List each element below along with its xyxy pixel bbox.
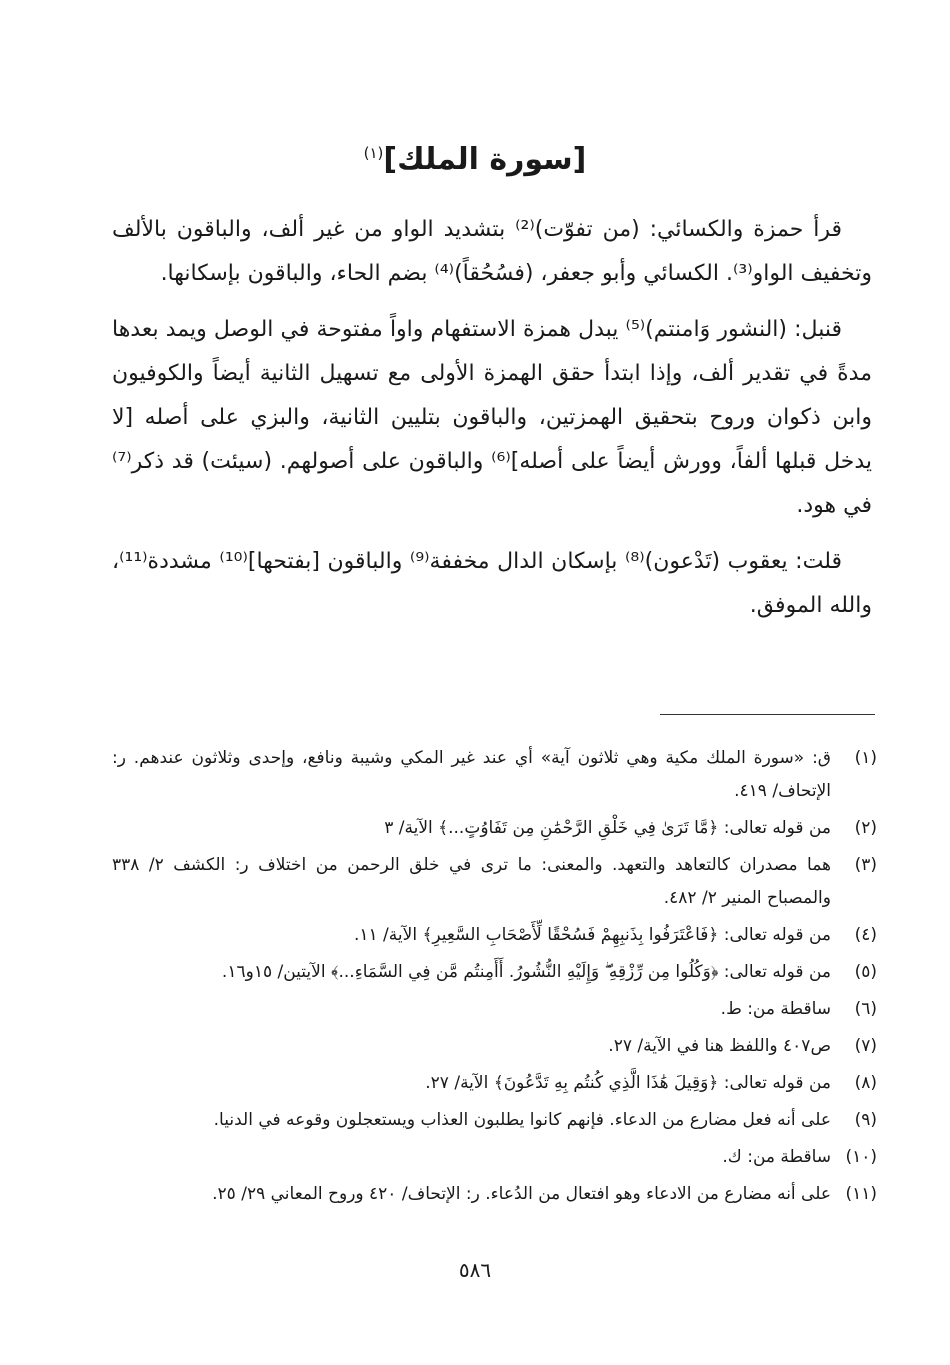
footnote xyxy=(112,993,877,1026)
footnote-text: هما مصدران كالتعاهد والتعهد. والمعنى: ما ترى في خلق الرحمن من اختلاف ر: الكشف ٢/ ٣٣٨ والمصباح المنير ٢/ ٤٨٢. xyxy=(112,855,831,908)
footnote-text: ق: «سورة الملك مكية وهي ثلاثون آية» أي عند غير المكي وشيبة ونافع، وإحدى وثلاثون عندهم. ر: الإتحاف/ ٤١٩. xyxy=(112,748,831,801)
footnote xyxy=(112,742,877,808)
footnotes xyxy=(112,742,877,1215)
paragraph-hamza-kisai: قرأ حمزة والكسائي: (من تفوّت)⁽²⁾ بتشديد الواو من غير ألف، والباقون بالألف وتخفيف الواو⁽³⁾. الكسائي وأبو جعفر، (فسُحُقاً)⁽⁴⁾ بضم الحاء، والباقون بإسكانها. xyxy=(112,217,872,286)
footnote xyxy=(112,1141,877,1174)
footnote-text: من قوله تعالى: ﴿وَقِيلَ هَٰذَا الَّذِي كُنتُم بِهِ تَدَّعُونَ﴾ الآية/ ٢٧. xyxy=(425,1073,831,1093)
footnote-text: من قوله تعالى: ﴿فَاعْتَرَفُوا بِذَنبِهِمْ فَسُحْقًا لِّأَصْحَابِ السَّعِيرِ﴾ الآية/ ١١. xyxy=(353,925,831,945)
footnote-text: من قوله تعالى: ﴿مَّا تَرَىٰ فِي خَلْقِ الرَّحْمَٰنِ مِن تَفَاوُتٍ...﴾ الآية/ ٣ xyxy=(384,818,831,838)
footnote-number: (٨) xyxy=(854,1073,877,1093)
paragraph-qunbul: قنبل: (النشور وَامنتم)⁽⁵⁾ يبدل همزة الاستفهام واواً مفتوحة في الوصل ويمد بعدها مدةً في تقدير ألف، وإذا ابتدأ حقق الهمزة الأولى مع تسهيل الثانية أيضاً والكوفيون وابن ذكوان وروح بتحقيق الهمزتين، والباقون بتليين الثانية، والبزي على أصله [لا يدخل قبلها ألفاً، وورش أيضاً على أصله]⁽⁶⁾ والباقون على أصولهم. (سيئت) قد ذكر⁽⁷⁾ في هود. xyxy=(112,317,872,518)
footnote-number: (١٠) xyxy=(845,1147,877,1167)
footnote-text: على أنه فعل مضارع من الدعاء. فإنهم كانوا يطلبون العذاب ويستعجلون وقوعه في الدنيا. xyxy=(213,1110,831,1130)
footnote-number: (٧) xyxy=(854,1036,877,1056)
footnote xyxy=(112,956,877,989)
footnote xyxy=(112,1030,877,1063)
footnote-number: (٢) xyxy=(854,818,877,838)
footnote-text: ص٤٠٧ واللفظ هنا في الآية/ ٢٧. xyxy=(608,1036,831,1056)
footnote xyxy=(112,812,877,845)
footnote xyxy=(112,1178,877,1211)
footnote xyxy=(112,919,877,952)
surah-title-text: [سورة الملك] xyxy=(383,142,587,177)
footnote-text: على أنه مضارع من الادعاء وهو افتعال من الدُعاء. ر: الإتحاف/ ٤٢٠ وروح المعاني ٢٩/ ٢٥. xyxy=(212,1184,831,1204)
footnote-text: من قوله تعالى: ﴿وَكُلُوا مِن رِّزْقِهِ ۖ وَإِلَيْهِ النُّشُورُ. أَأَمِنتُم مَّن فِي السَّمَاءِ...﴾ الآيتين/ ١٥و١٦. xyxy=(221,962,831,982)
footnote-number: (١١) xyxy=(845,1184,877,1204)
footnote-text: ساقطة من: ط. xyxy=(720,999,831,1019)
footnote xyxy=(112,1104,877,1137)
footnote xyxy=(112,1067,877,1100)
footnote-number: (٤) xyxy=(854,925,877,945)
surah-title-footnote-marker: (١) xyxy=(363,144,384,162)
paragraph-yaqub: قلت: يعقوب (تَدْعون)⁽⁸⁾ بإسكان الدال مخففة⁽⁹⁾ والباقون [بفتحها]⁽¹⁰⁾ مشددة⁽¹¹⁾، والله الموفق. xyxy=(112,549,872,618)
footnote-text: ساقطة من: ك. xyxy=(722,1147,831,1167)
surah-title xyxy=(0,142,950,177)
footnote-number: (٣) xyxy=(854,855,877,875)
footnote-number: (٩) xyxy=(854,1110,877,1130)
footnote xyxy=(112,849,877,915)
footnote-number: (١) xyxy=(854,748,877,768)
page-number: ٥٨٦ xyxy=(458,1258,492,1282)
footnote-number: (٦) xyxy=(854,999,877,1019)
footnote-divider xyxy=(660,714,875,715)
footnote-number: (٥) xyxy=(854,962,877,982)
main-text xyxy=(112,208,872,640)
